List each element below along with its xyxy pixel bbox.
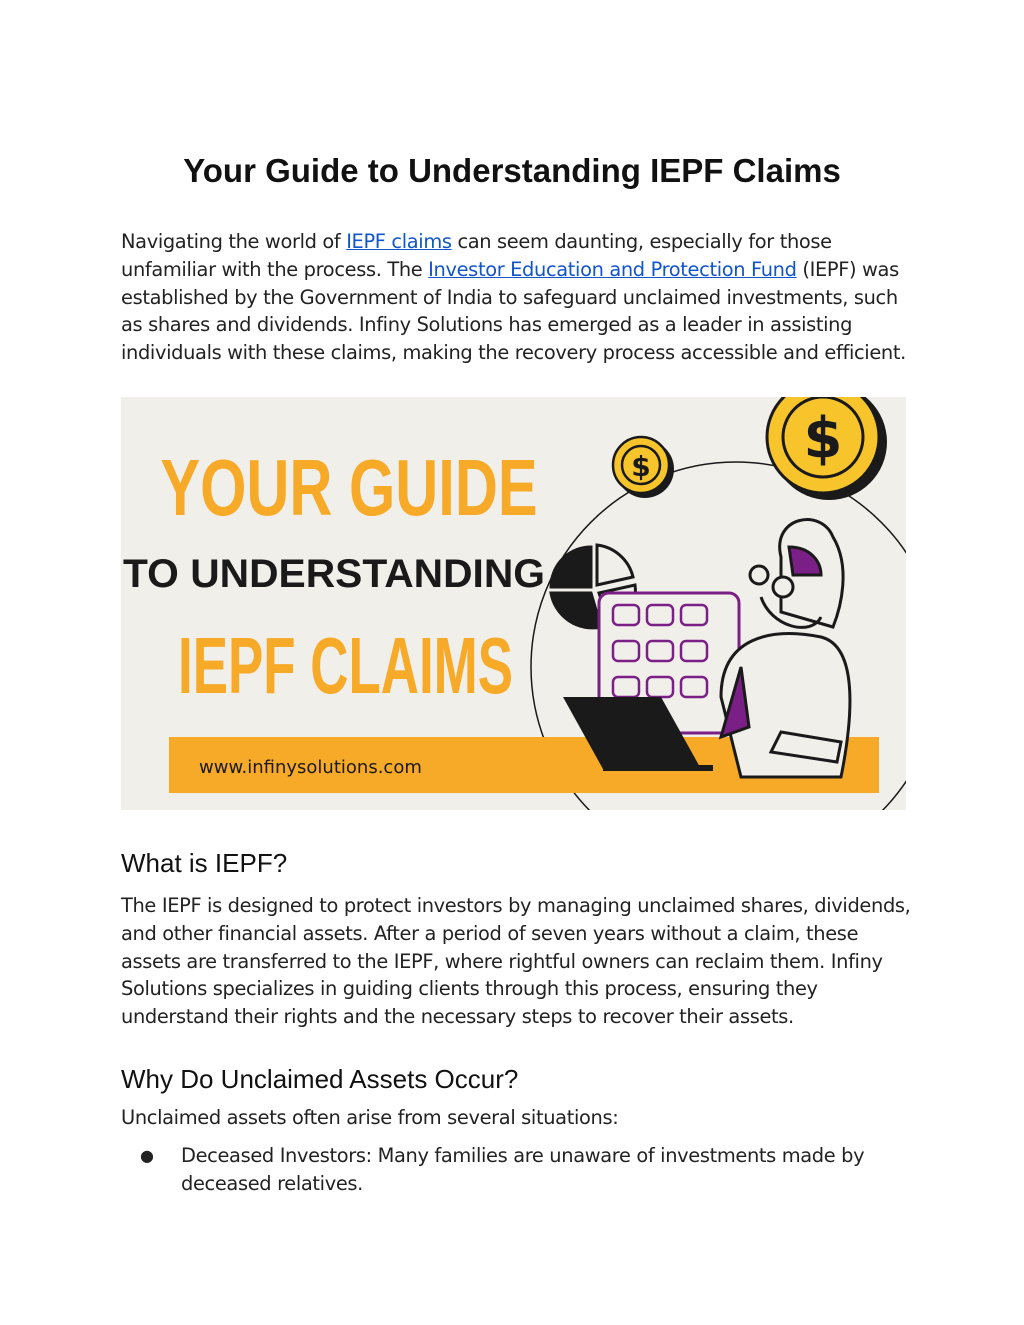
intro-paragraph — [121, 228, 911, 367]
bullet-marker: ● — [140, 1146, 154, 1165]
svg-text:$: $ — [631, 450, 651, 483]
bullet-list — [140, 1142, 900, 1198]
iepf-fund-link[interactable]: Investor Education and Protection Fund — [428, 257, 797, 281]
large-coin-icon — [767, 397, 887, 500]
person-illustration-icon — [721, 520, 850, 777]
banner-line-3: IEPF CLAIMS — [178, 621, 513, 710]
section-heading-what-is-iepf: What is IEPF? — [121, 848, 288, 878]
list-item — [140, 1142, 900, 1198]
page-title: Your Guide to Understanding IEPF Claims — [183, 152, 841, 189]
small-coin-icon — [613, 437, 674, 498]
section1-paragraph: The IEPF is designed to protect investors by managing unclaimed shares, dividends, and other financial assets. After a period of seven years without a claim, these assets are transferred to the IEPF, where rightful owners can reclaim them. Infiny Solutions specializes in guiding clients through this process, ensuring they understand their rights and the necessary steps to recover their assets. — [121, 894, 911, 1029]
banner-line-2: TO UNDERSTANDING — [123, 552, 545, 596]
banner-url: www.infinysolutions.com — [199, 757, 422, 778]
banner-illustration — [121, 397, 906, 810]
iepf-claims-link[interactable]: IEPF claims — [346, 230, 452, 253]
banner-line-1: YOUR GUIDE — [160, 442, 538, 533]
intro-text-1: Navigating the world of — [121, 230, 347, 253]
bullet-text: Deceased Investors: Many families are unaware of investments made by deceased relatives. — [181, 1144, 865, 1195]
section-heading-unclaimed-assets: Why Do Unclaimed Assets Occur? — [121, 1064, 519, 1094]
intro-text-3: (IEPF) was established by the Government of India to safeguard unclaimed investments, such as shares and dividends. Infiny Solutions has emerged as a leader in assisting individuals with these claims, making the recovery process accessible and efficient. — [121, 257, 906, 365]
banner-image — [121, 397, 906, 810]
svg-text:$: $ — [803, 406, 843, 471]
intro-text-2: can seem daunting, especially for those unfamiliar with the process. The — [121, 230, 832, 281]
section2-intro: Unclaimed assets often arise from several situations: — [121, 1106, 619, 1129]
